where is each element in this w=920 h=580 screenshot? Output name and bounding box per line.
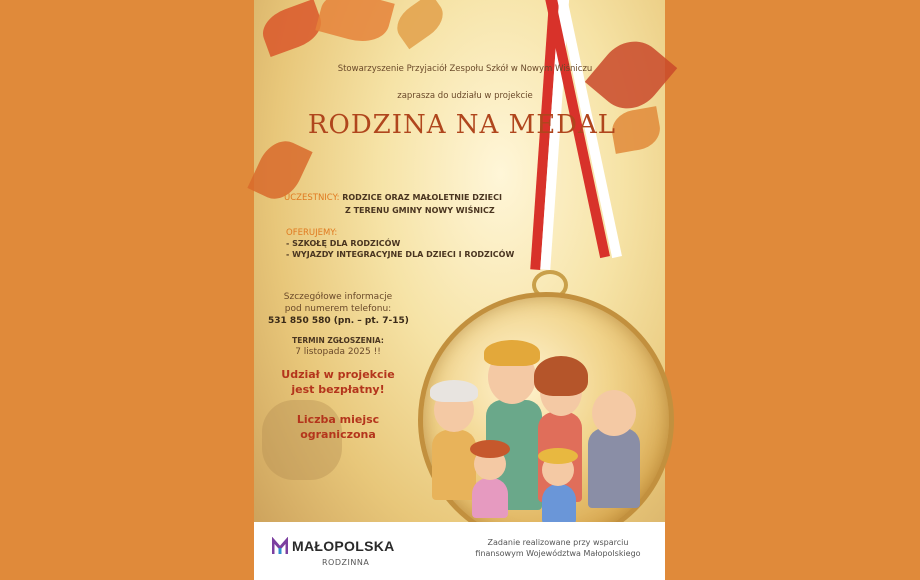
- invite-text: zaprasza do udziału w projekcie: [397, 91, 533, 101]
- organizer-text: Stowarzyszenie Przyjaciół Zespołu Szkół w Nowym Wiśniczu: [337, 64, 593, 74]
- free-line1: Udział w projekcie: [281, 368, 395, 381]
- malopolska-logo-icon: [272, 537, 288, 555]
- offer-item: - WYJAZDY INTEGRACYJNE DLA DZIECI I RODZICÓW: [286, 250, 515, 259]
- offer-item: - SZKOŁĘ DLA RODZICÓW: [286, 239, 401, 248]
- limit-line2: ograniczona: [300, 428, 376, 441]
- support-text: [468, 537, 648, 559]
- info-line1: Szczegółowe informacje: [283, 292, 393, 302]
- participants-line1: RODZICE ORAZ MAŁOLETNIE DZIECI: [342, 193, 502, 202]
- free-line2: jest bezpłatny!: [291, 383, 385, 396]
- deadline-date: 7 listopada 2025 !!: [295, 347, 381, 357]
- info-line2: pod numerem telefonu:: [284, 304, 392, 314]
- deadline-label: TERMIN ZGŁOSZENIA:: [292, 336, 384, 345]
- support-line1: Zadanie realizowane przy wsparciu: [487, 538, 629, 547]
- phone-number: 531 850 580 (pn. – pt. 7-15): [268, 316, 409, 326]
- limit-line1: Liczba miejsc: [296, 413, 380, 426]
- logo-subtitle: RODZINNA: [322, 558, 370, 567]
- support-line2: finansowym Województwa Małopolskiego: [475, 549, 641, 558]
- participants-line2: Z TERENU GMINY NOWY WIŚNICZ: [345, 206, 495, 215]
- offer-label: OFERUJEMY:: [286, 228, 338, 238]
- poster-title: RODZINA NA MEDAL: [307, 110, 617, 140]
- participants-block: [284, 193, 502, 203]
- logo-text: MAŁOPOLSKA: [292, 538, 395, 554]
- participants-label: UCZESTNICY:: [284, 193, 340, 203]
